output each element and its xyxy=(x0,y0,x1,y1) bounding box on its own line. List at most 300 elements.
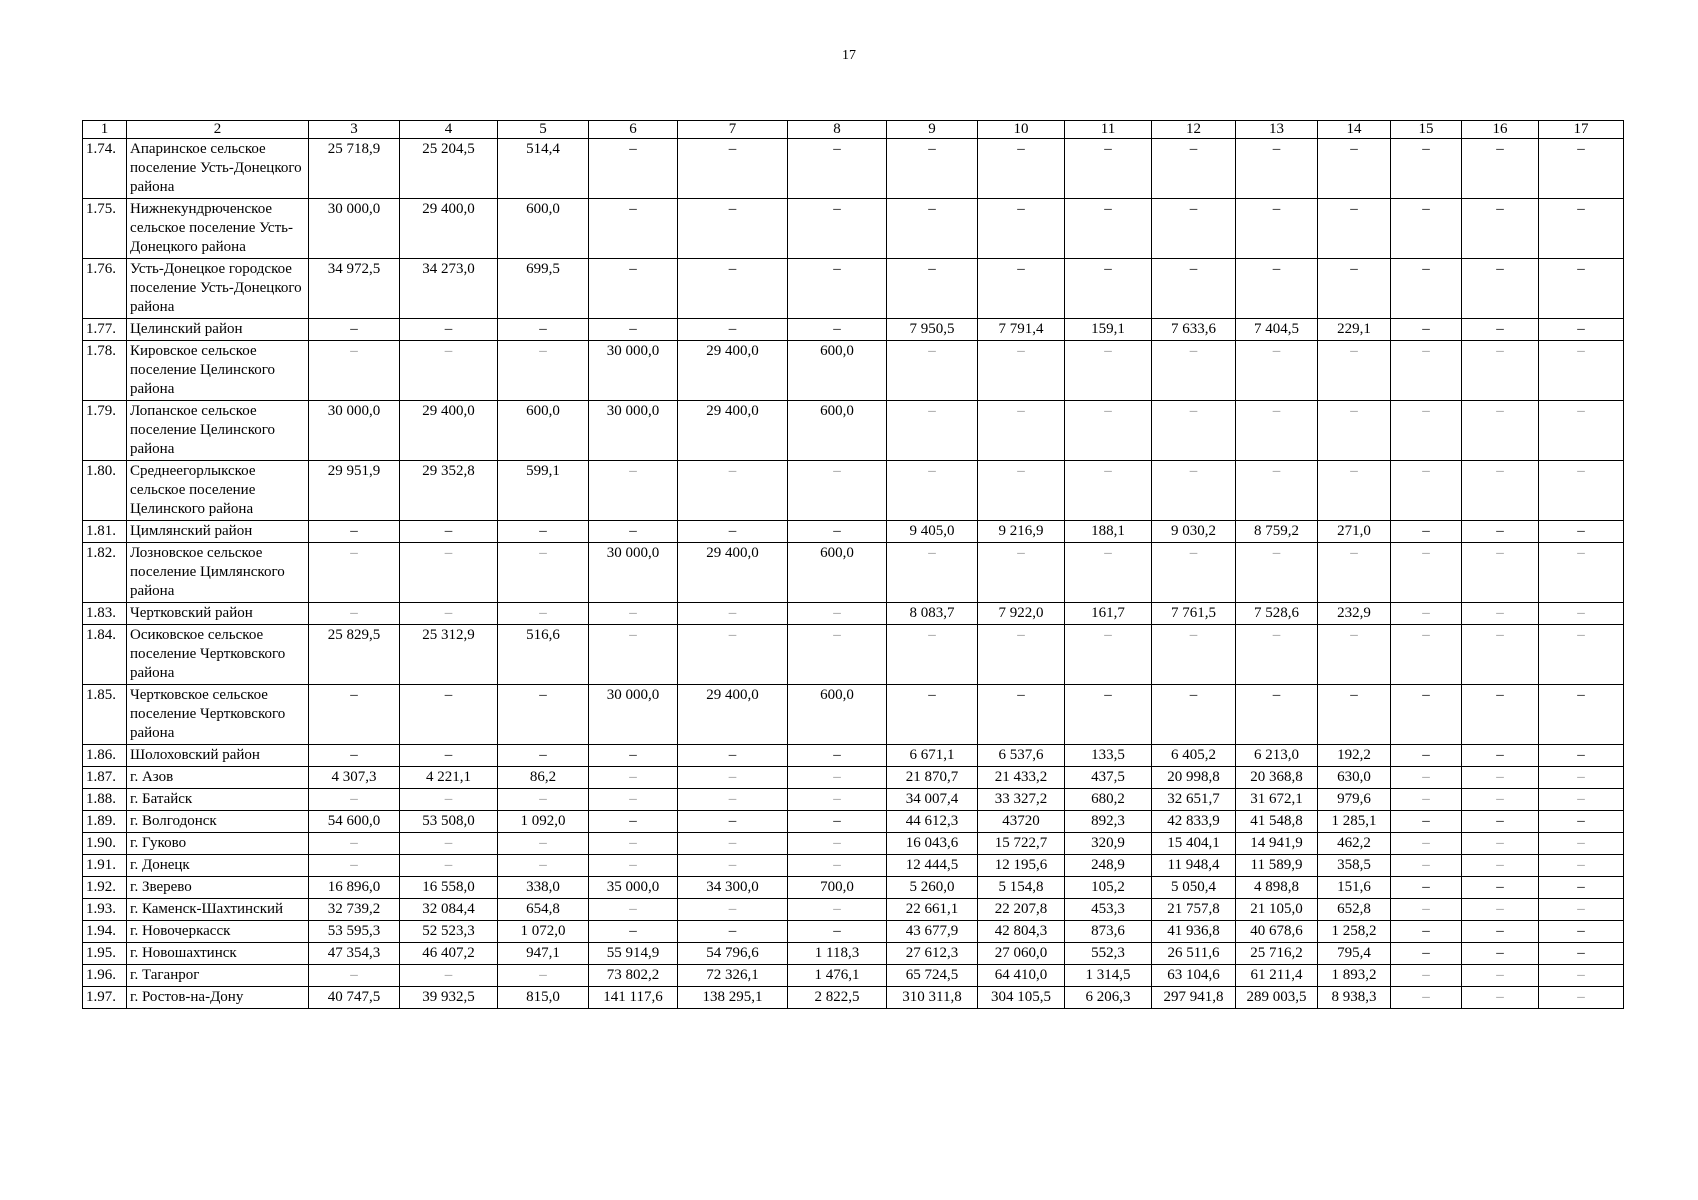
value-cell-col-12: – xyxy=(1152,685,1236,745)
municipality-name: г. Ростов-на-Дону xyxy=(127,987,309,1009)
value-cell-col-13: 7 528,6 xyxy=(1236,603,1318,625)
table-row xyxy=(83,855,1624,877)
value-cell-col-8: – xyxy=(788,745,887,767)
value-cell-col-10: 33 327,2 xyxy=(978,789,1065,811)
value-cell-col-11: – xyxy=(1065,199,1152,259)
value-cell-col-7: – xyxy=(678,259,788,319)
data-table xyxy=(82,120,1624,1009)
municipality-name: г. Таганрог xyxy=(127,965,309,987)
municipality-name: г. Батайск xyxy=(127,789,309,811)
value-cell-col-17: – xyxy=(1539,543,1624,603)
column-header-2: 2 xyxy=(127,121,309,139)
value-cell-col-16: – xyxy=(1462,965,1539,987)
row-index: 1.81. xyxy=(83,521,127,543)
value-cell-col-11: 320,9 xyxy=(1065,833,1152,855)
value-cell-col-6: – xyxy=(589,899,678,921)
column-header-6: 6 xyxy=(589,121,678,139)
value-cell-col-17: – xyxy=(1539,921,1624,943)
column-header-15: 15 xyxy=(1391,121,1462,139)
table-row xyxy=(83,767,1624,789)
value-cell-col-16: – xyxy=(1462,899,1539,921)
value-cell-col-7: 54 796,6 xyxy=(678,943,788,965)
value-cell-col-9: 27 612,3 xyxy=(887,943,978,965)
value-cell-col-7: – xyxy=(678,811,788,833)
value-cell-col-13: 41 548,8 xyxy=(1236,811,1318,833)
value-cell-col-4: 39 932,5 xyxy=(400,987,498,1009)
value-cell-col-8: – xyxy=(788,139,887,199)
value-cell-col-13: – xyxy=(1236,461,1318,521)
value-cell-col-11: 892,3 xyxy=(1065,811,1152,833)
column-header-14: 14 xyxy=(1318,121,1391,139)
value-cell-col-7: – xyxy=(678,789,788,811)
table-row xyxy=(83,877,1624,899)
value-cell-col-6: – xyxy=(589,139,678,199)
value-cell-col-5: – xyxy=(498,789,589,811)
value-cell-col-11: 873,6 xyxy=(1065,921,1152,943)
value-cell-col-15: – xyxy=(1391,341,1462,401)
value-cell-col-11: 159,1 xyxy=(1065,319,1152,341)
value-cell-col-5: – xyxy=(498,745,589,767)
value-cell-col-3: 30 000,0 xyxy=(309,401,400,461)
value-cell-col-13: 61 211,4 xyxy=(1236,965,1318,987)
value-cell-col-3: 40 747,5 xyxy=(309,987,400,1009)
value-cell-col-9: – xyxy=(887,685,978,745)
value-cell-col-17: – xyxy=(1539,965,1624,987)
value-cell-col-10: 21 433,2 xyxy=(978,767,1065,789)
value-cell-col-6: – xyxy=(589,461,678,521)
value-cell-col-4: 46 407,2 xyxy=(400,943,498,965)
value-cell-col-3: 32 739,2 xyxy=(309,899,400,921)
value-cell-col-6: 55 914,9 xyxy=(589,943,678,965)
value-cell-col-3: – xyxy=(309,603,400,625)
value-cell-col-13: 11 589,9 xyxy=(1236,855,1318,877)
value-cell-col-4: 32 084,4 xyxy=(400,899,498,921)
value-cell-col-12: 7 761,5 xyxy=(1152,603,1236,625)
value-cell-col-12: – xyxy=(1152,139,1236,199)
value-cell-col-12: – xyxy=(1152,199,1236,259)
value-cell-col-15: – xyxy=(1391,899,1462,921)
value-cell-col-12: 7 633,6 xyxy=(1152,319,1236,341)
municipality-name: Шолоховский район xyxy=(127,745,309,767)
value-cell-col-14: 1 285,1 xyxy=(1318,811,1391,833)
value-cell-col-10: 9 216,9 xyxy=(978,521,1065,543)
value-cell-col-5: 600,0 xyxy=(498,401,589,461)
value-cell-col-5: 86,2 xyxy=(498,767,589,789)
value-cell-col-13: – xyxy=(1236,401,1318,461)
value-cell-col-15: – xyxy=(1391,259,1462,319)
value-cell-col-14: 1 893,2 xyxy=(1318,965,1391,987)
value-cell-col-7: – xyxy=(678,461,788,521)
value-cell-col-17: – xyxy=(1539,259,1624,319)
column-header-13: 13 xyxy=(1236,121,1318,139)
value-cell-col-4: 16 558,0 xyxy=(400,877,498,899)
value-cell-col-9: – xyxy=(887,625,978,685)
row-index: 1.86. xyxy=(83,745,127,767)
value-cell-col-13: 14 941,9 xyxy=(1236,833,1318,855)
value-cell-col-9: 21 870,7 xyxy=(887,767,978,789)
value-cell-col-3: – xyxy=(309,543,400,603)
value-cell-col-15: – xyxy=(1391,943,1462,965)
value-cell-col-14: 795,4 xyxy=(1318,943,1391,965)
value-cell-col-16: – xyxy=(1462,685,1539,745)
value-cell-col-10: – xyxy=(978,461,1065,521)
value-cell-col-16: – xyxy=(1462,811,1539,833)
value-cell-col-7: 34 300,0 xyxy=(678,877,788,899)
value-cell-col-8: 600,0 xyxy=(788,401,887,461)
value-cell-col-13: – xyxy=(1236,199,1318,259)
value-cell-col-6: 30 000,0 xyxy=(589,341,678,401)
value-cell-col-5: 599,1 xyxy=(498,461,589,521)
value-cell-col-10: 7 922,0 xyxy=(978,603,1065,625)
municipality-name: г. Новочеркасск xyxy=(127,921,309,943)
table-row xyxy=(83,139,1624,199)
value-cell-col-5: 1 072,0 xyxy=(498,921,589,943)
value-cell-col-16: – xyxy=(1462,319,1539,341)
value-cell-col-7: – xyxy=(678,833,788,855)
value-cell-col-17: – xyxy=(1539,401,1624,461)
table-row xyxy=(83,899,1624,921)
value-cell-col-15: – xyxy=(1391,543,1462,603)
value-cell-col-10: 15 722,7 xyxy=(978,833,1065,855)
value-cell-col-16: – xyxy=(1462,855,1539,877)
value-cell-col-10: – xyxy=(978,341,1065,401)
column-header-8: 8 xyxy=(788,121,887,139)
value-cell-col-8: – xyxy=(788,603,887,625)
value-cell-col-11: – xyxy=(1065,625,1152,685)
value-cell-col-10: 43720 xyxy=(978,811,1065,833)
value-cell-col-7: – xyxy=(678,745,788,767)
value-cell-col-3: – xyxy=(309,685,400,745)
value-cell-col-14: 462,2 xyxy=(1318,833,1391,855)
value-cell-col-17: – xyxy=(1539,987,1624,1009)
value-cell-col-4: 4 221,1 xyxy=(400,767,498,789)
value-cell-col-14: – xyxy=(1318,259,1391,319)
value-cell-col-13: – xyxy=(1236,259,1318,319)
value-cell-col-13: 289 003,5 xyxy=(1236,987,1318,1009)
value-cell-col-9: – xyxy=(887,461,978,521)
municipality-name: Лозновское сельское поселение Цимлянского района xyxy=(127,543,309,603)
value-cell-col-15: – xyxy=(1391,855,1462,877)
value-cell-col-3: – xyxy=(309,855,400,877)
value-cell-col-7: – xyxy=(678,199,788,259)
value-cell-col-16: – xyxy=(1462,789,1539,811)
value-cell-col-15: – xyxy=(1391,833,1462,855)
table-row xyxy=(83,811,1624,833)
value-cell-col-10: – xyxy=(978,139,1065,199)
value-cell-col-4: – xyxy=(400,685,498,745)
value-cell-col-4: – xyxy=(400,965,498,987)
value-cell-col-16: – xyxy=(1462,259,1539,319)
value-cell-col-5: 514,4 xyxy=(498,139,589,199)
value-cell-col-3: – xyxy=(309,789,400,811)
value-cell-col-17: – xyxy=(1539,943,1624,965)
value-cell-col-3: 47 354,3 xyxy=(309,943,400,965)
value-cell-col-12: – xyxy=(1152,341,1236,401)
row-index: 1.97. xyxy=(83,987,127,1009)
table-row xyxy=(83,685,1624,745)
value-cell-col-14: 358,5 xyxy=(1318,855,1391,877)
value-cell-col-15: – xyxy=(1391,789,1462,811)
value-cell-col-3: 16 896,0 xyxy=(309,877,400,899)
value-cell-col-12: 20 998,8 xyxy=(1152,767,1236,789)
value-cell-col-15: – xyxy=(1391,319,1462,341)
value-cell-col-6: – xyxy=(589,789,678,811)
value-cell-col-3: 29 951,9 xyxy=(309,461,400,521)
municipality-name: Среднеегорлыкское сельское поселение Целинского района xyxy=(127,461,309,521)
value-cell-col-12: – xyxy=(1152,259,1236,319)
value-cell-col-11: – xyxy=(1065,543,1152,603)
value-cell-col-8: – xyxy=(788,319,887,341)
value-cell-col-17: – xyxy=(1539,767,1624,789)
value-cell-col-11: 680,2 xyxy=(1065,789,1152,811)
value-cell-col-7: – xyxy=(678,767,788,789)
row-index: 1.92. xyxy=(83,877,127,899)
municipality-name: Чертковский район xyxy=(127,603,309,625)
value-cell-col-17: – xyxy=(1539,811,1624,833)
value-cell-col-8: – xyxy=(788,789,887,811)
value-cell-col-13: 8 759,2 xyxy=(1236,521,1318,543)
value-cell-col-3: – xyxy=(309,965,400,987)
value-cell-col-10: – xyxy=(978,401,1065,461)
value-cell-col-3: 30 000,0 xyxy=(309,199,400,259)
table-row xyxy=(83,965,1624,987)
value-cell-col-11: 453,3 xyxy=(1065,899,1152,921)
value-cell-col-4: – xyxy=(400,789,498,811)
value-cell-col-6: 73 802,2 xyxy=(589,965,678,987)
value-cell-col-3: 53 595,3 xyxy=(309,921,400,943)
value-cell-col-11: 133,5 xyxy=(1065,745,1152,767)
value-cell-col-5: – xyxy=(498,543,589,603)
value-cell-col-3: 34 972,5 xyxy=(309,259,400,319)
value-cell-col-9: 44 612,3 xyxy=(887,811,978,833)
value-cell-col-6: – xyxy=(589,811,678,833)
value-cell-col-6: – xyxy=(589,625,678,685)
value-cell-col-6: 30 000,0 xyxy=(589,543,678,603)
column-header-5: 5 xyxy=(498,121,589,139)
value-cell-col-12: 42 833,9 xyxy=(1152,811,1236,833)
row-index: 1.79. xyxy=(83,401,127,461)
value-cell-col-16: – xyxy=(1462,139,1539,199)
value-cell-col-4: – xyxy=(400,341,498,401)
value-cell-col-5: – xyxy=(498,521,589,543)
value-cell-col-13: 31 672,1 xyxy=(1236,789,1318,811)
value-cell-col-3: – xyxy=(309,341,400,401)
value-cell-col-9: 16 043,6 xyxy=(887,833,978,855)
municipality-name: г. Донецк xyxy=(127,855,309,877)
value-cell-col-16: – xyxy=(1462,199,1539,259)
value-cell-col-5: – xyxy=(498,341,589,401)
value-cell-col-17: – xyxy=(1539,521,1624,543)
value-cell-col-11: 1 314,5 xyxy=(1065,965,1152,987)
municipality-name: г. Волгодонск xyxy=(127,811,309,833)
column-header-12: 12 xyxy=(1152,121,1236,139)
value-cell-col-13: 21 105,0 xyxy=(1236,899,1318,921)
value-cell-col-14: 229,1 xyxy=(1318,319,1391,341)
value-cell-col-8: 1 476,1 xyxy=(788,965,887,987)
value-cell-col-4: 29 400,0 xyxy=(400,401,498,461)
value-cell-col-17: – xyxy=(1539,461,1624,521)
value-cell-col-4: 34 273,0 xyxy=(400,259,498,319)
header-row xyxy=(83,121,1624,139)
municipality-name: Целинский район xyxy=(127,319,309,341)
table-row xyxy=(83,401,1624,461)
value-cell-col-14: 630,0 xyxy=(1318,767,1391,789)
value-cell-col-7: – xyxy=(678,855,788,877)
value-cell-col-12: – xyxy=(1152,543,1236,603)
value-cell-col-5: 947,1 xyxy=(498,943,589,965)
row-index: 1.90. xyxy=(83,833,127,855)
value-cell-col-6: – xyxy=(589,521,678,543)
value-cell-col-12: 6 405,2 xyxy=(1152,745,1236,767)
table-row xyxy=(83,461,1624,521)
value-cell-col-9: – xyxy=(887,401,978,461)
value-cell-col-9: – xyxy=(887,199,978,259)
value-cell-col-11: 6 206,3 xyxy=(1065,987,1152,1009)
value-cell-col-16: – xyxy=(1462,877,1539,899)
value-cell-col-10: 7 791,4 xyxy=(978,319,1065,341)
value-cell-col-10: 27 060,0 xyxy=(978,943,1065,965)
row-index: 1.95. xyxy=(83,943,127,965)
column-header-3: 3 xyxy=(309,121,400,139)
value-cell-col-15: – xyxy=(1391,987,1462,1009)
value-cell-col-12: – xyxy=(1152,401,1236,461)
value-cell-col-4: 25 312,9 xyxy=(400,625,498,685)
municipality-name: Кировское сельское поселение Целинского района xyxy=(127,341,309,401)
column-header-4: 4 xyxy=(400,121,498,139)
value-cell-col-4: 29 400,0 xyxy=(400,199,498,259)
value-cell-col-16: – xyxy=(1462,943,1539,965)
municipality-name: г. Азов xyxy=(127,767,309,789)
table-row xyxy=(83,521,1624,543)
value-cell-col-7: 72 326,1 xyxy=(678,965,788,987)
value-cell-col-3: – xyxy=(309,319,400,341)
value-cell-col-17: – xyxy=(1539,685,1624,745)
value-cell-col-6: 35 000,0 xyxy=(589,877,678,899)
row-index: 1.78. xyxy=(83,341,127,401)
value-cell-col-12: 11 948,4 xyxy=(1152,855,1236,877)
value-cell-col-9: 65 724,5 xyxy=(887,965,978,987)
column-header-1: 1 xyxy=(83,121,127,139)
value-cell-col-12: 9 030,2 xyxy=(1152,521,1236,543)
value-cell-col-15: – xyxy=(1391,767,1462,789)
value-cell-col-16: – xyxy=(1462,543,1539,603)
page-number: 17 xyxy=(842,48,856,63)
value-cell-col-7: 138 295,1 xyxy=(678,987,788,1009)
value-cell-col-16: – xyxy=(1462,921,1539,943)
municipality-name: г. Зверево xyxy=(127,877,309,899)
table-row xyxy=(83,603,1624,625)
value-cell-col-6: – xyxy=(589,921,678,943)
value-cell-col-16: – xyxy=(1462,461,1539,521)
value-cell-col-14: – xyxy=(1318,139,1391,199)
value-cell-col-8: – xyxy=(788,625,887,685)
value-cell-col-12: 41 936,8 xyxy=(1152,921,1236,943)
value-cell-col-5: – xyxy=(498,685,589,745)
municipality-name: Лопанское сельское поселение Целинского района xyxy=(127,401,309,461)
value-cell-col-9: – xyxy=(887,543,978,603)
value-cell-col-11: 437,5 xyxy=(1065,767,1152,789)
value-cell-col-4: 53 508,0 xyxy=(400,811,498,833)
value-cell-col-14: 8 938,3 xyxy=(1318,987,1391,1009)
value-cell-col-12: 21 757,8 xyxy=(1152,899,1236,921)
value-cell-col-6: – xyxy=(589,199,678,259)
value-cell-col-12: 15 404,1 xyxy=(1152,833,1236,855)
value-cell-col-14: – xyxy=(1318,685,1391,745)
value-cell-col-15: – xyxy=(1391,461,1462,521)
value-cell-col-14: 271,0 xyxy=(1318,521,1391,543)
municipality-name: Усть-Донецкое городское поселение Усть-Донецкого района xyxy=(127,259,309,319)
value-cell-col-5: 1 092,0 xyxy=(498,811,589,833)
municipality-name: Нижнекундрюченское сельское поселение Усть-Донецкого района xyxy=(127,199,309,259)
value-cell-col-14: 192,2 xyxy=(1318,745,1391,767)
value-cell-col-15: – xyxy=(1391,521,1462,543)
value-cell-col-16: – xyxy=(1462,401,1539,461)
value-cell-col-5: 815,0 xyxy=(498,987,589,1009)
value-cell-col-13: – xyxy=(1236,341,1318,401)
value-cell-col-15: – xyxy=(1391,625,1462,685)
value-cell-col-3: 25 829,5 xyxy=(309,625,400,685)
value-cell-col-7: – xyxy=(678,521,788,543)
value-cell-col-5: – xyxy=(498,833,589,855)
municipality-name: Цимлянский район xyxy=(127,521,309,543)
table-row xyxy=(83,341,1624,401)
table-row xyxy=(83,943,1624,965)
value-cell-col-9: 7 950,5 xyxy=(887,319,978,341)
value-cell-col-17: – xyxy=(1539,745,1624,767)
value-cell-col-4: – xyxy=(400,833,498,855)
value-cell-col-8: – xyxy=(788,461,887,521)
value-cell-col-14: 232,9 xyxy=(1318,603,1391,625)
value-cell-col-12: 5 050,4 xyxy=(1152,877,1236,899)
value-cell-col-10: 5 154,8 xyxy=(978,877,1065,899)
value-cell-col-3: – xyxy=(309,521,400,543)
value-cell-col-16: – xyxy=(1462,341,1539,401)
row-index: 1.82. xyxy=(83,543,127,603)
row-index: 1.91. xyxy=(83,855,127,877)
table-row xyxy=(83,259,1624,319)
municipality-name: г. Новошахтинск xyxy=(127,943,309,965)
value-cell-col-9: 310 311,8 xyxy=(887,987,978,1009)
value-cell-col-17: – xyxy=(1539,625,1624,685)
municipality-name: Чертковское сельское поселение Чертковского района xyxy=(127,685,309,745)
value-cell-col-13: 40 678,6 xyxy=(1236,921,1318,943)
row-index: 1.94. xyxy=(83,921,127,943)
value-cell-col-8: – xyxy=(788,767,887,789)
value-cell-col-17: – xyxy=(1539,833,1624,855)
value-cell-col-14: 652,8 xyxy=(1318,899,1391,921)
table-row xyxy=(83,625,1624,685)
value-cell-col-16: – xyxy=(1462,987,1539,1009)
value-cell-col-9: 5 260,0 xyxy=(887,877,978,899)
value-cell-col-17: – xyxy=(1539,899,1624,921)
value-cell-col-7: – xyxy=(678,899,788,921)
value-cell-col-8: – xyxy=(788,833,887,855)
municipality-name: Осиковское сельское поселение Чертковского района xyxy=(127,625,309,685)
value-cell-col-12: – xyxy=(1152,625,1236,685)
value-cell-col-17: – xyxy=(1539,603,1624,625)
value-cell-col-11: – xyxy=(1065,401,1152,461)
value-cell-col-7: – xyxy=(678,603,788,625)
municipality-name: г. Каменск-Шахтинский xyxy=(127,899,309,921)
value-cell-col-14: – xyxy=(1318,341,1391,401)
value-cell-col-17: – xyxy=(1539,877,1624,899)
value-cell-col-5: – xyxy=(498,603,589,625)
value-cell-col-9: – xyxy=(887,341,978,401)
value-cell-col-9: – xyxy=(887,139,978,199)
value-cell-col-16: – xyxy=(1462,625,1539,685)
value-cell-col-7: – xyxy=(678,319,788,341)
value-cell-col-5: 338,0 xyxy=(498,877,589,899)
